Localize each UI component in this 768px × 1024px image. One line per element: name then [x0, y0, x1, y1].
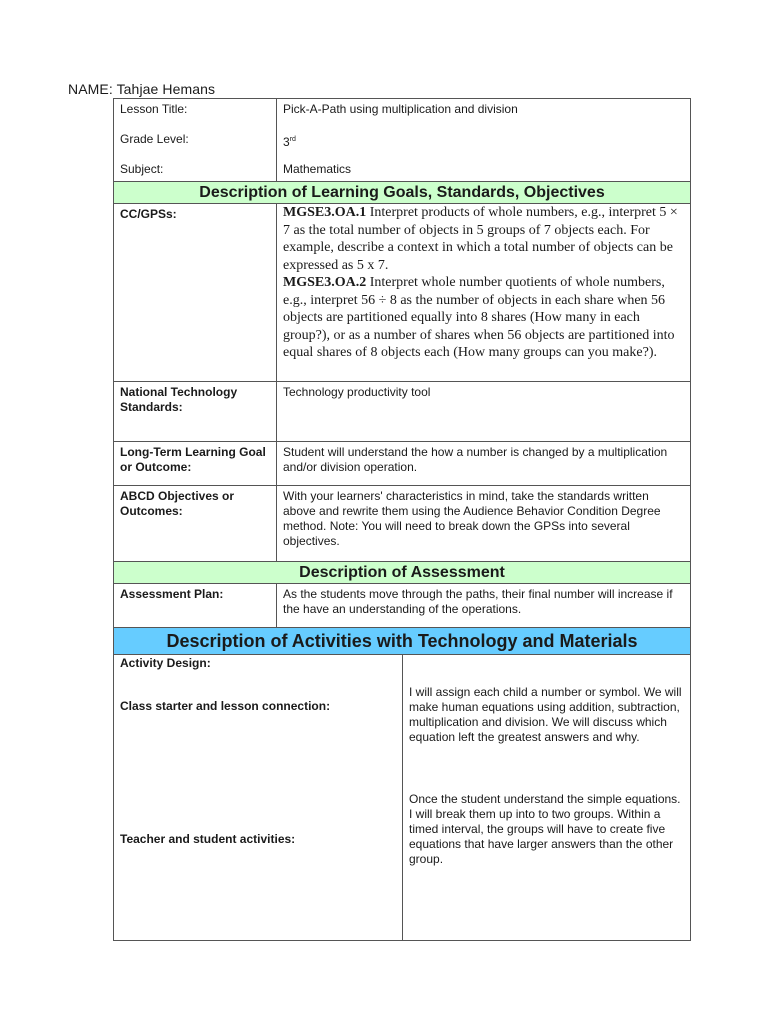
long-term-goal-label: Long-Term Learning Goal or Outcome: [114, 442, 277, 485]
lesson-title-label: Lesson Title: [120, 102, 188, 116]
abcd-label: ABCD Objectives or Outcomes: [114, 486, 277, 561]
standard-2 [283, 274, 684, 362]
teacher-student-activities-value: Once the student understand the simple equations. I will break them up into to two groups. Within a timed interval, the groups will have to create five equations that have larger answers than the other group. [409, 792, 681, 866]
long-term-goal-row [114, 441, 690, 485]
lesson-title-value: Pick-A-Path using multiplication and division [283, 102, 518, 116]
abcd-value: With your learners' characteristics in mind, take the standards written above and rewrite them using the Audience Behavior Condition Degree method. Note: You will need to break down the GPSs into several objectives. [283, 489, 661, 548]
student-name: NAME: Tahjae Hemans [68, 81, 216, 97]
goals-section-header: Description of Learning Goals, Standards, Objectives [114, 181, 690, 203]
standard-1-text: Interpret products of whole numbers, e.g., interpret 5 × 7 as the total number of objects in 5 groups of 7 objects each. For example, describe a context in which a total number of objects can be expressed as 5 x 7. [283, 205, 678, 273]
nts-row [114, 381, 690, 441]
lesson-info-labels [114, 99, 277, 181]
nts-value: Technology productivity tool [283, 385, 431, 399]
grade-suffix: rd [289, 136, 296, 143]
activities-values [403, 655, 690, 940]
standard-2-code: MGSE3.OA.2 [283, 275, 367, 290]
class-starter-value: I will assign each child a number or symbol. We will make human equations using addition, subtraction, multiplication and division. We will discuss which equation left the greatest answers and why. [409, 685, 682, 744]
subject-label: Subject: [120, 162, 164, 176]
lesson-plan-table [113, 98, 691, 941]
nts-label: National Technology Standards: [114, 382, 277, 441]
teacher-student-activities-label: Teacher and student activities: [120, 832, 296, 846]
standard-1-code: MGSE3.OA.1 [283, 205, 367, 220]
long-term-goal-value: Student will understand the how a number is changed by a multiplication and/or division operation. [283, 445, 668, 474]
lesson-info-values [277, 99, 690, 181]
activities-section-header: Description of Activities with Technology and Materials [114, 627, 690, 654]
lesson-info-row [114, 99, 690, 181]
grade-level-label: Grade Level: [120, 132, 189, 146]
ccgps-row [114, 203, 690, 381]
assessment-plan-value: As the students move through the paths, their final number will increase if the have an understanding of the operations. [283, 587, 673, 616]
activities-row [114, 654, 690, 940]
grade-number: 3 [283, 135, 290, 149]
grade-level-value [283, 132, 684, 162]
subject-value: Mathematics [283, 162, 352, 176]
standard-1 [283, 204, 684, 274]
ccgps-label: CC/GPSs: [114, 204, 277, 381]
abcd-row [114, 485, 690, 561]
assessment-plan-row [114, 583, 690, 627]
assessment-section-header: Description of Assessment [114, 561, 690, 583]
activities-labels [114, 655, 403, 940]
assessment-plan-label: Assessment Plan: [114, 584, 277, 627]
class-starter-label: Class starter and lesson connection: [120, 699, 331, 713]
ccgps-value [277, 204, 690, 381]
standard-2-text: Interpret whole number quotients of whole numbers, e.g., interpret 56 ÷ 8 as the number of objects in each share when 56 objects are partitioned equally into 8 shares (How many in each group?), or as a number of shares when 56 objects are partitioned into equal shares of 8 objects each (How many groups can you make?). [283, 275, 675, 360]
activity-design-label: Activity Design: [120, 656, 211, 670]
